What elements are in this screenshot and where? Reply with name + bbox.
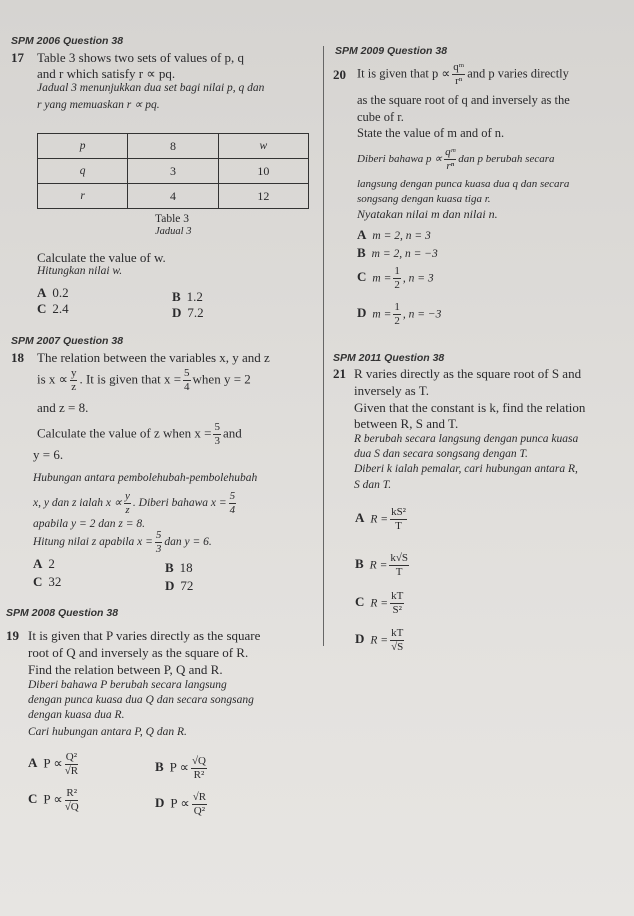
- q18-malay: apabila y = 2 dan z = 8.: [33, 518, 145, 530]
- option-a[interactable]: A 0.2: [37, 285, 69, 300]
- option-a[interactable]: A 2: [33, 556, 55, 571]
- q21-text: R varies directly as the square root of S and: [354, 366, 582, 381]
- table-3: [37, 133, 309, 209]
- q21-text: Given that the constant is k, find the relation: [354, 400, 586, 415]
- q21-text: inversely as T.: [354, 383, 429, 398]
- cell: q: [38, 159, 128, 184]
- q21-malay: dua S dan secara songsang dengan T.: [354, 448, 528, 460]
- option-c[interactable]: C 2.4: [37, 301, 69, 316]
- option-d[interactable]: D R = $\frac{kT}{√S}$: [355, 627, 404, 653]
- q20-text: cube of r.: [357, 110, 404, 124]
- q17-ask-malay: Hitungkan nilai w.: [37, 265, 123, 277]
- table-row: [38, 184, 309, 209]
- cell: 8: [128, 134, 218, 159]
- q18-number: 18: [11, 350, 24, 365]
- q19-text: root of Q and inversely as the square of R.: [28, 645, 249, 660]
- cell: w: [218, 134, 308, 159]
- option-a[interactable]: A R = $\frac{\text{kS²}}{T}$: [355, 506, 406, 532]
- q17-text: Table 3 shows two sets of values of p, q: [37, 50, 245, 65]
- q20-header: SPM 2009 Question 38: [335, 45, 448, 57]
- q21-header: SPM 2011 Question 38: [333, 352, 445, 364]
- q19-number: 19: [6, 628, 19, 643]
- option-d[interactable]: D P ∝ $\frac{√R}{\text{Q²}}$: [155, 791, 207, 817]
- q20-malay: songsang dengan kuasa tiga r.: [357, 193, 491, 205]
- q19-text: Find the relation between P, Q and R.: [28, 662, 223, 677]
- option-b[interactable]: B m = 2, n = −3: [357, 245, 438, 260]
- q17-text: and r which satisfy r ∝ pq.: [37, 66, 176, 81]
- q18-text: is x ∝ $\frac{y}{z}$ . It is given that x = $\frac{5}{4}$ when y = 2: [37, 367, 251, 393]
- q19-malay: dengan kuasa dua R.: [28, 709, 125, 721]
- option-b[interactable]: B 18: [165, 560, 193, 575]
- q17-number: 17: [11, 50, 24, 65]
- q18-text: and z = 8.: [37, 400, 89, 415]
- table-caption-malay: Jadual 3: [155, 226, 192, 237]
- q20-text: as the square root of q and inversely as the: [357, 93, 570, 107]
- q20-malay: Diberi bahawa p ∝ $\frac{\text{qᵐ}}{\text{rⁿ}}$ dan p berubah secara: [357, 146, 555, 172]
- q20-number: 20: [333, 67, 346, 82]
- q18-malay: Hitung nilai z apabila x = $\frac{5}{3}$ dan y = 6.: [33, 529, 212, 555]
- q19-header: SPM 2008 Question 38: [6, 607, 119, 619]
- q21-malay: Diberi k ialah pemalar, cari hubungan antara R,: [354, 463, 578, 475]
- option-b[interactable]: B R = $\frac{k√S}{T}$: [355, 552, 408, 578]
- q17-ask: Calculate the value of w.: [37, 250, 166, 265]
- q17-malay: Jadual 3 menunjukkan dua set bagi nilai p, q dan: [37, 82, 265, 94]
- table-row: [38, 134, 309, 159]
- q20-malay: langsung dengan punca kuasa dua q dan secara: [357, 178, 570, 190]
- q19-text: It is given that P varies directly as the square: [28, 628, 261, 643]
- option-d[interactable]: D 7.2: [172, 305, 204, 320]
- q18-header: SPM 2007 Question 38: [11, 335, 124, 347]
- q17-header: SPM 2006 Question 38: [11, 35, 124, 47]
- q17-malay: r yang memuaskan r ∝ pq.: [37, 99, 160, 111]
- q20-text: State the value of m and of n.: [357, 126, 505, 140]
- q18-malay: Hubungan antara pembolehubah-pembolehubah: [33, 472, 258, 484]
- option-c[interactable]: C m = $\frac{1}{2}$ , n = 3: [357, 265, 434, 291]
- cell: r: [38, 184, 128, 209]
- q21-malay: R berubah secara langsung dengan punca kuasa: [354, 433, 579, 445]
- q18-text: Calculate the value of z when x = $\frac{5}{3}$ and: [37, 421, 242, 447]
- option-a[interactable]: A P ∝ $\frac{\text{Q²}}{√R}$: [28, 751, 79, 777]
- cell: p: [38, 134, 128, 159]
- q18-text: y = 6.: [33, 447, 64, 462]
- table-caption: Table 3: [155, 213, 190, 225]
- option-a[interactable]: A m = 2, n = 3: [357, 227, 431, 242]
- q21-number: 21: [333, 366, 346, 381]
- column-divider: [323, 46, 324, 646]
- q19-malay: dengan punca kuasa dua Q dan secara songsang: [28, 694, 254, 706]
- q19-malay: Diberi bahawa P berubah secara langsung: [28, 679, 227, 691]
- table-row: [38, 159, 309, 184]
- q18-malay: x, y dan z ialah x ∝ $\frac{y}{z}$ . Diberi bahawa x = $\frac{5}{4}$: [33, 490, 236, 516]
- q21-text: between R, S and T.: [354, 416, 459, 431]
- option-b[interactable]: B P ∝ $\frac{√Q}{\text{R²}}$: [155, 755, 206, 781]
- option-c[interactable]: C R = $\frac{kT}{\text{S²}}$: [355, 590, 404, 616]
- cell: 3: [128, 159, 218, 184]
- option-d[interactable]: D 72: [165, 578, 194, 593]
- q20-text: It is given that p ∝ $\frac{\text{qᵐ}}{\text{rⁿ}}$ and p varies directly: [357, 61, 569, 87]
- option-b[interactable]: B 1.2: [172, 289, 203, 304]
- option-c[interactable]: C P ∝ $\frac{\text{R²}}{√Q}$: [28, 787, 79, 813]
- cell: 4: [128, 184, 218, 209]
- q21-malay: S dan T.: [354, 479, 392, 491]
- cell: 12: [218, 184, 308, 209]
- cell: 10: [218, 159, 308, 184]
- q19-malay: Cari hubungan antara P, Q dan R.: [28, 726, 187, 738]
- q20-malay: Nyatakan nilai m dan nilai n.: [357, 207, 498, 221]
- q18-text: The relation between the variables x, y and z: [37, 350, 270, 365]
- option-d[interactable]: D m = $\frac{1}{2}$ , n = −3: [357, 301, 442, 327]
- option-c[interactable]: C 32: [33, 574, 62, 589]
